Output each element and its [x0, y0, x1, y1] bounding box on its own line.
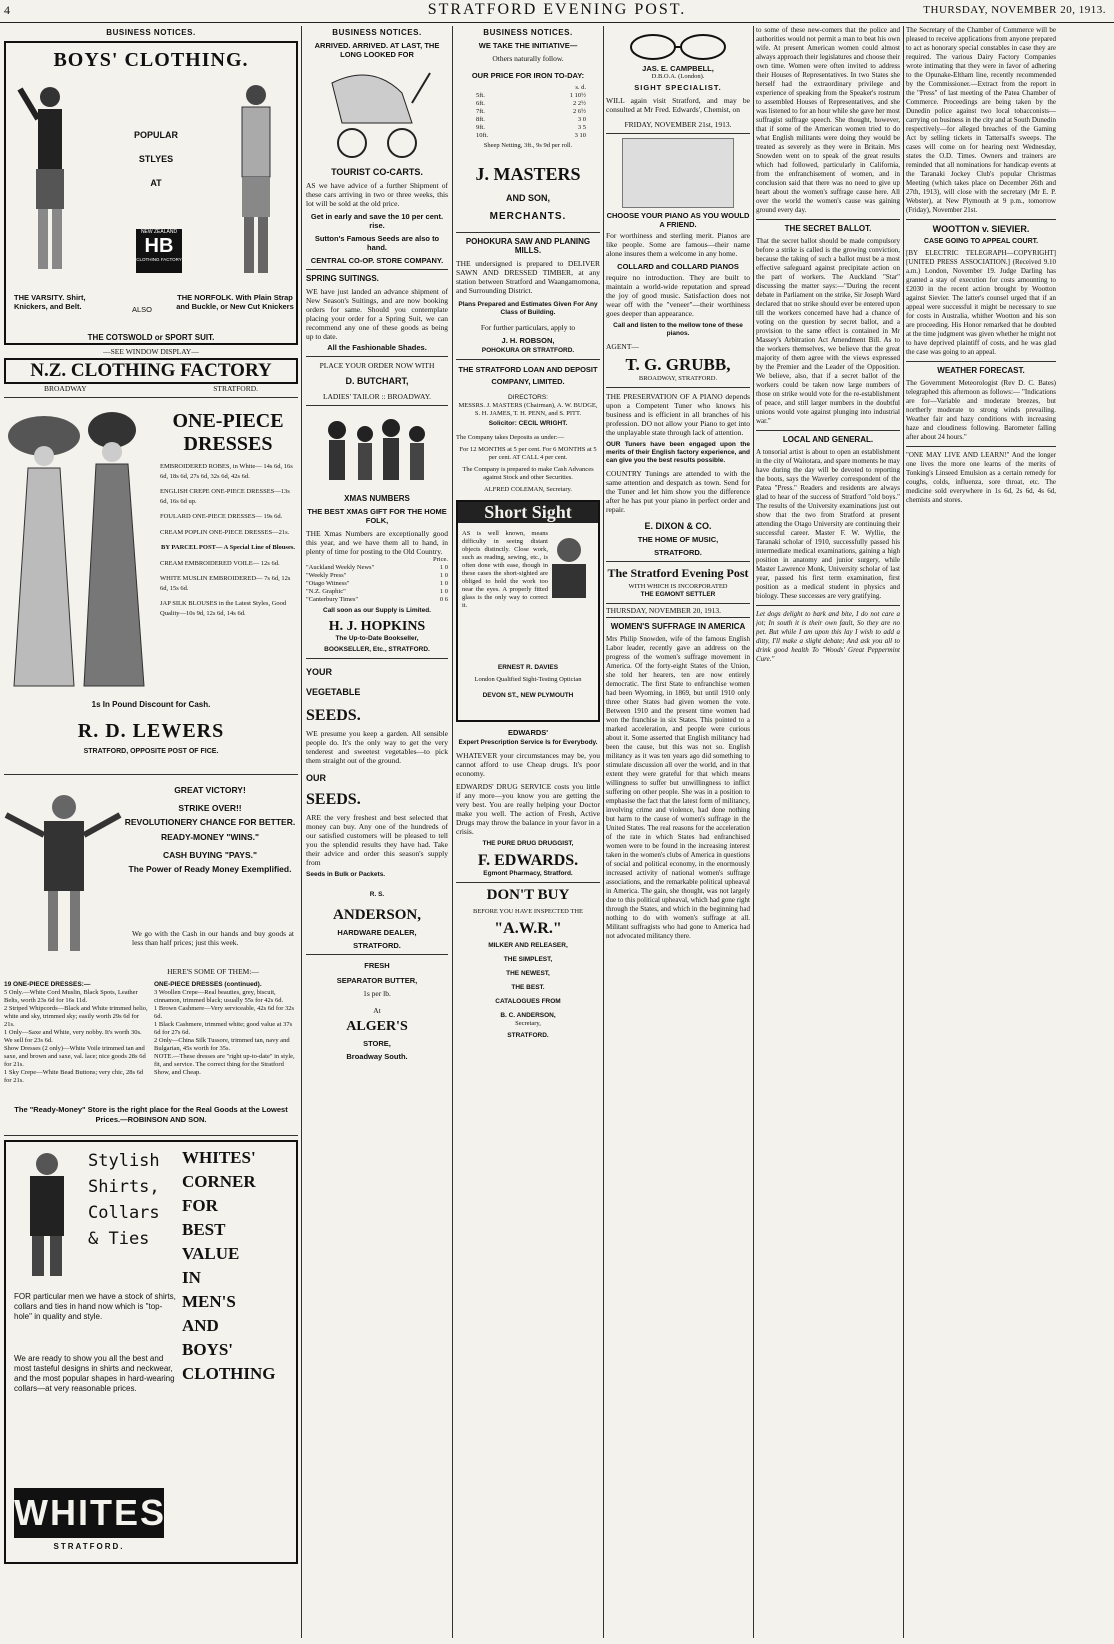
newest-text: THE NEWEST, [506, 970, 550, 977]
pohokura-heading: POHOKURA SAW AND PLANING MILLS. [465, 237, 591, 255]
iron-price: 3 0 [577, 116, 586, 123]
dress-item: FOULARD ONE-PIECE DRESSES— 19s 6d. [160, 513, 283, 520]
divider [306, 356, 448, 357]
spring-shades: All the Fashionable Shades. [327, 343, 427, 352]
window-display: —SEE WINDOW DISPLAY— [103, 347, 199, 356]
column-rule [903, 26, 904, 1638]
edwards-drug-text: EDWARDS' DRUG SERVICE costs you little if any more—you know you are getting the very best. You are really helping your Doctor make you well. The action of Fresh, Active Drugs may throw the balance in your favor in a crisis. [456, 782, 600, 836]
separator-text: SEPARATOR BUTTER, [336, 976, 418, 985]
solicitor-text: Solicitor: CECIL WRIGHT. [488, 420, 568, 427]
divider [4, 397, 298, 398]
divider [606, 387, 750, 388]
discount-text: 1s In Pound Discount for Cash. [91, 700, 211, 709]
norfolk-text: THE NORFOLK. With Plain Strap and Buckle, or New Cut Knickers [176, 293, 294, 311]
issue-date: THURSDAY, NOVEMBER 20, 1913. [606, 603, 750, 618]
at-text: At [373, 1006, 381, 1015]
place-order: PLACE YOUR ORDER NOW WITH [319, 361, 435, 370]
lewers-address: STRATFORD, OPPOSITE POST OF FICE. [83, 748, 219, 755]
victory-right-list [154, 981, 298, 1077]
agent-label: AGENT— [606, 342, 639, 351]
collard-text: require no introduction. They are built to maintain a world-wide reputation and spread the joy of good music. Satisfaction does not wear off with the "veneer"—their worthiness goes deeper than appearance. [606, 273, 750, 318]
price-title: "Otago Witness" [306, 580, 350, 587]
price-list [306, 564, 448, 604]
home-of-music: THE HOME OF MUSIC, [637, 535, 719, 544]
robson-name: J. H. ROBSON, [501, 336, 555, 345]
victory-left-list [4, 981, 148, 1085]
divider [306, 954, 448, 955]
spring-heading: SPRING SUITINGS. [306, 274, 379, 283]
headline: REVOLUTIONERY CHANCE FOR BETTER. [124, 817, 296, 827]
vegetable-text: VEGETABLE [306, 687, 361, 697]
algers-name: ALGER'S [346, 1019, 408, 1034]
corner-line: WHITES' [182, 1148, 256, 1167]
factory-name: N.Z. CLOTHING FACTORY [4, 358, 298, 384]
whites-ad [4, 1140, 298, 1564]
best-text: THE BEST. [511, 984, 545, 991]
price-value: 1 0 [439, 564, 448, 571]
tagline-line: AT [150, 178, 162, 188]
divider [456, 882, 600, 883]
short-sight-title: Short Sight [458, 502, 598, 523]
ballot-article: That the secret ballot should be made compulsory before a strike is called is the growing conviction, because the taking of such a ballot must be a most effective safeguard against precipitate action on the part of workers. The Auckland "Star" discussing the matter says:—"During the recent debate in Parliament on the strike, Sir Joseph Ward declared that no strike should ever be entered upon till the workers concerned have had a chance of voting on the question by secret ballot, and a provision to the same effect is contained in Mr Massey's Arbitration Act Amendment Bill. As to the workers themselves, we believe that the great majority of them agree with the views expressed by the Premier and the Leader of the Opposition. We believe, also, that if a secret ballot of the workers could be taken now large numbers of those on strike would vote for the re-establishment of peace, and still larger numbers in the doubtful unions would vote against plunging into industrial war." [756, 237, 900, 425]
poem-text: Let dogs delight to bark and bite, I do not care a jot; In south it is their own fault, So they are no pet. But while I am upon this lay I wish to add a ditty, I'll make a slight debate; And ask you all to drink good health To "Woods' Great Peppermint Cure." [756, 610, 900, 663]
piano-illustration [622, 138, 734, 208]
dress-item: EMBROIDERED ROBES, in White— 14s 6d, 16s 6d, 18s 6d, 27s 6d, 32s 6d, 42s 6d. [160, 463, 293, 480]
also-text: ALSO [132, 305, 153, 314]
divider [306, 269, 448, 270]
list-item: 1 Sky Crepe—White Bead Buttons; very chic, 28s 6d for 21s. [4, 1069, 144, 1084]
iron-row [476, 132, 586, 140]
butchart-name: D. BUTCHART, [345, 376, 409, 386]
section-header: BUSINESS NOTICES. [483, 28, 573, 37]
list-item: NOTE.—These dresses are "right up-to-date" in style, fit, and service. The correct thing for the Stratford Show, and Cheap. [154, 1053, 295, 1076]
divider [306, 405, 448, 406]
list-item: 3 Woollen Crepe—Real beauties, grey, biscuit, cinnamon, trimmed black; usually 55s for 42s 6d. [154, 989, 284, 1004]
list-item: 2 Only—China Silk Tussore, trimmed tan, navy and Bulgarian, 45s worth for 35s. [154, 1037, 290, 1052]
masters-son: AND SON, [505, 193, 550, 203]
seeds-heading: SEEDS. [306, 707, 361, 724]
seeds-bulk: Seeds in Bulk or Packets. [306, 871, 386, 878]
algers-store: STORE, [363, 1039, 391, 1048]
masters-merchants: MERCHANTS. [489, 211, 567, 222]
iron-size: 9ft. [476, 124, 485, 131]
iron-row [476, 92, 586, 100]
victory-some: HERE'S SOME OF THEM:— [167, 967, 259, 976]
price-heading: Price. [433, 556, 448, 563]
list-item: Show Dresses (2 only)—White Voile trimmed tan and saxe, and brown and saxe, val. lace; nice goods 28s 6d for 21s. [4, 1045, 146, 1068]
local-notes: The Secretary of the Chamber of Commerce will be pleased to receive applications from anyone prepared to act as honorary special constables in case they are required. The various Dairy Factory Companies wrote intimating that they were in favor of adhering to the Opunake-Eltham line, recently recommended by the Commissioner.—Extract from the report in the "Press" of last meeting of the Patea Chamber of Commerce. Proceedings are being taken by the Dunedin police against two local tobacconists—carrying on business in the city and at South Dunedin respectively—for alleged breaches of the Gaming Act by selling tickets in Tattersall's sweeps. The cases will come on for hearing next Wednesday, states the O.D. Times. Owners and trainers are reminded that all nominations for handicap events at the Taranaki Jockey Club's popular Christmas Meeting (which takes place on December 26th and 27th, 1913), will close with the secretary (Mr E. P. Webster), at New Plymouth at 9 p.m., tomorrow (Friday), November 21st. [906, 26, 1056, 214]
dresses-ad [4, 402, 298, 770]
list-heading: ONE-PIECE DRESSES (continued). [154, 981, 262, 988]
initiative-heading: WE TAKE THE INITIATIVE— [478, 41, 578, 50]
davies-address: DEVON ST., NEW PLYMOUTH [482, 692, 574, 699]
divider [756, 219, 900, 220]
butchart-tailor: LADIES' TAILOR :: BROADWAY. [322, 392, 432, 401]
masthead-date: THURSDAY, NOVEMBER 20, 1913. [923, 4, 1106, 16]
logo-text: HB [144, 235, 174, 257]
spectacles-icon [623, 32, 733, 62]
price-row [306, 588, 448, 596]
iron-unit: s. d. [575, 84, 586, 91]
our-text: OUR [306, 773, 326, 783]
plans-text: Plans Prepared and Estimates Given For Any Class of Building. [458, 301, 598, 316]
wootton-heading: WOOTTON v. SIEVIER. [932, 224, 1030, 234]
algers-address: Broadway South. [346, 1052, 408, 1061]
corner-line: IN [182, 1268, 201, 1287]
netting-text: Sheep Netting, 3ft., 9s 9d per roll. [483, 142, 573, 149]
suffrage-continued: to some of these new-comers that the police and authorities would not permit a man to beat his own wife. At present American women could almost always approach their legislatures and choose their own time. Women were often invited to address their Houses of Representatives. In two States she herself had the extraordinary privilege and experience of speaking from the Speaker's rostrum to assembled Houses of Representatives, and she was listened to for an hour while she gave her most suffragist suffrage speech. She thought, however, that if some of the American women tried to do what English militants were doing they would be treated as severely as they were in Britain. Mrs Snowden went on to speak of the great results which had followed, particularly in California, from the enfranchisement of women, and in conclusion said that there was no need to give up heart about the women's suffrage cause here. All over the world the women's cause was gaining ground every day. [756, 26, 900, 214]
masthead [0, 0, 1114, 23]
factory-address [4, 384, 298, 393]
catalogues-text: CATALOGUES FROM [495, 998, 561, 1005]
boy-illustration-left [16, 79, 84, 279]
victory-intro: We go with the Cash in our hands and buy goods at less than half prices; just this week. [132, 929, 294, 947]
dress-item: CREAM POPLIN ONE-PIECE DRESSES—21s. [160, 528, 290, 536]
logo-text: NEW ZEALAND [140, 229, 178, 235]
ad-title: BOYS' CLOTHING. [53, 49, 249, 71]
iron-size: 7ft. [476, 108, 485, 115]
headline: CASH BUYING "PAYS." [162, 850, 258, 860]
varsity-text: THE VARSITY. Shirt, Knickers, and Belt. [14, 293, 86, 311]
corner-line: CLOTHING [182, 1364, 276, 1383]
tourist-text: AS we have advice of a further Shipment of these cars arriving in two or three weeks, this lot will be sold at the old price. [306, 181, 448, 208]
xmas-text: THE Xmas Numbers are exceptionally good this year, and we have them all to hand, in plenty of time for posting to the Old Country. [306, 529, 448, 556]
hopkins-sub: The Up-to-Date Bookseller, [335, 635, 419, 642]
call-soon: Call soon as our Supply is Limited. [323, 607, 431, 614]
whites-corner [182, 1146, 292, 1386]
seeds2-text: ARE the very freshest and best selected that money can buy. Any one of the hundreds of our satisfied customers will be pleased to tell you the splendid results they have had. Take their advice and order this season's supply from [306, 813, 448, 867]
paper-title: The Stratford Evening Post [607, 566, 749, 580]
your-text: YOUR [306, 667, 333, 677]
b-anderson-role: Secretary, [515, 1020, 541, 1027]
price-title: "N.Z. Graphic" [306, 588, 346, 595]
short-sight-text: AS is well known, means difficulty in seeing distant objects distinctly. Close work, such as reading, sewing, etc., is often done with ease, though in these cases the short-sighted are obliged to hold the work too near the eyes. A properly fitted glass is the only way to correct it. [462, 530, 548, 609]
dresses-title: ONE-PIECE [172, 410, 284, 432]
divider [756, 605, 900, 606]
column-rule [452, 26, 453, 1638]
column-2 [306, 26, 448, 1638]
list-heading: 19 ONE-PIECE DRESSES:— [4, 981, 91, 988]
column-rule [753, 26, 754, 1638]
hb-logo [136, 229, 182, 273]
initiative-sub: Others naturally follow. [492, 54, 564, 63]
grubb-address: BROADWAY, STRATFORD. [638, 375, 718, 382]
campbell-degree: D.B.O.A. (London). [651, 73, 705, 80]
pohokura-text: THE undersigned is prepared to DELIVER SAWN AND DRESSED TIMBER, at any station between Stratford and Waangamomona, and Surrounding District. [456, 259, 600, 295]
section-header: BUSINESS NOTICES. [332, 28, 422, 37]
local-heading: LOCAL AND GENERAL. [782, 435, 874, 444]
dont-buy: DON'T BUY [486, 887, 570, 903]
victory-ad [4, 779, 298, 1131]
directors-text: MESSRS. J. MASTERS (Chairman), A. W. BUDGE, S. H. JAMES, T. H. PENN, and S. PITT. [458, 402, 598, 417]
list-item: 5 Only.—White Cord Muslin, Black Spots, Leather Belts, worth 23s 6d for 16s 11d. [4, 989, 138, 1004]
dress-item: BY PARCEL POST— A Special Line of Blouses. [161, 544, 295, 551]
victory-headlines [124, 781, 296, 875]
divider [456, 359, 600, 360]
iron-row [476, 100, 586, 108]
column-6 [906, 26, 1056, 1638]
whites-logo: WHITES [14, 1488, 164, 1538]
masters-name: J. MASTERS [475, 164, 581, 184]
iron-size: 8ft. [476, 116, 485, 123]
dixon-town: STRATFORD. [654, 548, 702, 557]
tagline-line: STLYES [138, 154, 174, 164]
address-part: STRATFORD. [213, 384, 258, 393]
central-coop: CENTRAL CO-OP. STORE COMPANY. [310, 256, 444, 265]
list-item: 2 Striped Whipcords—Black and White trimmed helio, white and sky, trimmed sky; easily worth 29s 6d for 21s. [4, 1005, 148, 1028]
iron-size: 5ft. [476, 92, 485, 99]
ladies-illustration [4, 406, 154, 696]
advances-text: The Company is prepared to make Cash Advances against Stock and other Securities. [462, 466, 594, 481]
corner-line: BOYS' [182, 1340, 234, 1359]
iron-price: 3 10 [574, 132, 586, 139]
column-3 [456, 26, 600, 1638]
edwards-sub: Expert Prescription Service Is for Everybody. [458, 739, 598, 746]
weather-heading: WEATHER FORECAST. [937, 366, 1025, 375]
dresses-text [160, 410, 296, 618]
divider [906, 446, 1056, 447]
price-row [306, 572, 448, 580]
campbell-name: JAS. E. CAMPBELL, [642, 64, 714, 73]
anderson-trade: HARDWARE DEALER, [337, 928, 417, 937]
seeds2-heading: SEEDS. [306, 791, 361, 808]
tourist-heading: TOURIST CO-CARTS. [331, 167, 423, 177]
whites-para2: We are ready to show you all the best and most tasteful designs in shirts and neckwear, and the most popular shapes in hard-wearing collars—at very reasonable prices. [14, 1354, 175, 1393]
iron-price: 3 5 [577, 124, 586, 131]
tonking-ad: "ONE MAY LIVE AND LEARN!" And the longer one lives the more one learns of the merits of Tonking's Linseed Emulsion as a certain remedy for coughs, colds, influenza, sore throat, etc. The medicine sold everywhere in 1s 6d, 2s 6d, 4s 6d, chemists and stores. [906, 451, 1056, 504]
headline: GREAT VICTORY! [174, 785, 246, 795]
b-anderson-name: B. C. ANDERSON, [500, 1012, 556, 1019]
address-part: BROADWAY [44, 384, 87, 393]
list-item: 1 Only—Saxe and White, very nobby. It's worth 30s. We sell for 23s 6d. [4, 1029, 142, 1044]
iron-row [476, 124, 586, 132]
price-value: 1 0 [439, 572, 448, 579]
price-value: 1 0 [439, 588, 448, 595]
milker-text: MILKER AND RELEASER, [488, 942, 568, 949]
iron-price: 1 10½ [569, 92, 586, 99]
per-lb: 1s per lb. [363, 989, 391, 998]
dress-item: ENGLISH CREPE ONE-PIECE DRESSES—13s 6d, 16s 6d up. [160, 488, 290, 505]
preservation-text: THE PRESERVATION OF A PIANO depends upon a Competent Tuner who knows his business and is efficient in all branches of his profession. DO not allow your Piano to get into the unplayable state through lack of attention. [606, 392, 750, 437]
davies-sub: London Qualified Sight-Testing Optician [474, 676, 582, 683]
divider [456, 232, 600, 233]
anderson-initials: R. S. [369, 891, 385, 898]
loan-heading: THE STRATFORD LOAN AND DEPOSIT COMPANY, LIMITED. [458, 365, 598, 386]
headline: READY-MONEY "WINS." [160, 832, 260, 842]
anderson-name: ANDERSON, [333, 907, 421, 923]
price-value: 0 6 [439, 596, 448, 603]
logo-text: CLOTHING FACTORY [136, 257, 182, 262]
divider [906, 219, 1056, 220]
corner-line: VALUE [182, 1244, 240, 1263]
davies-name: ERNEST R. DAVIES [497, 664, 559, 671]
list-item: 1 Black Cashmere, trimmed white; good value at 37s 6d for 27s 6d. [154, 1021, 293, 1036]
campbell-date: FRIDAY, NOVEMBER 21st, 1913. [624, 120, 732, 129]
corner-line: AND [182, 1316, 219, 1335]
newspaper-title: STRATFORD EVENING POST. [427, 1, 687, 18]
column-4 [606, 26, 750, 1638]
column-1 [4, 26, 298, 1638]
incorporated-text: WITH WHICH IS INCORPORATED [628, 583, 728, 590]
iron-row [476, 116, 586, 124]
stylish-title: Stylish Shirts, Collars & Ties [88, 1151, 160, 1249]
grubb-name: T. G. GRUBB, [625, 355, 731, 374]
spring-text: WE have just landed an advance shipment of New Season's Suitings, and are now booking orders for same. Should you contemplate placing your order for a Spring Suit, we can recommend any one of these goods as being up to date. [306, 287, 448, 341]
price-title: "Weekly Press" [306, 572, 347, 579]
get-early: Get in early and save the 10 per cent. rise. [310, 212, 444, 230]
before-text: BEFORE YOU HAVE INSPECTED THE [472, 908, 584, 915]
sight-specialist: SIGHT SPECIALIST. [634, 83, 722, 92]
herald-illustration [4, 785, 122, 960]
suffrage-article: Mrs Philip Snowden, wife of the famous English Labor leader, recently gave an address on the progress of the women's suffrage movement in America. Of the forty-eight States of the Union, she told her hearers, ten are now entirely democratic. The first State to enfranchise women had been Wyoming, in 1869, but until 1910 only three other States had given women the vote. Between 1910 and the present time women had won the franchise in six States. This pointed to a marked acceleration, and people were curious about it. Some asserted that English militancy had been the cause, but this was not so. English militancy as it was ten years ago did something to stimulate discussion all over the world, and in that extent they were grateful for that which means willingness to suffer but unwillingness to inflict suffering on other people. She was in a position to emphasise the fact that the latest form of militancy, involving crime and violence, had done nothing but harm to the cause of women's suffrage in the United States. The real reasons for the acceleration of the rate in which States had enfranchised women were to be found in the increasing interest taken in the women's clubs of America in questions of social and political economy, in the enormously increased activity of national women's suffrage associations, and the remarkable political upheaval in America. The gain, she thought, was not largely due to this political upheaval, which had gone right through the States, and which in the beginning had nothing to do with women's suffrage at all. Militant suffragists who had gone to America had not advocated militancy there. [606, 635, 750, 940]
country-text: COUNTRY Tunings are attended to with the same attention and despatch as town. Send for the Tuner and let him show you the difference after he has put your piano in perfect order and repair. [606, 469, 750, 514]
dress-item: JAP SILK BLOUSES in the Latest Styles, Good Quality—10s 9d, 12s 6d, 14s 6d. [160, 600, 287, 617]
piano-heading: CHOOSE YOUR PIANO AS YOU WOULD A FRIEND. [606, 211, 750, 229]
simplest-text: THE SIMPLEST, [503, 956, 553, 963]
corner-line: FOR [182, 1196, 218, 1215]
divider [906, 361, 1056, 362]
whites-logo-sub: STRATFORD. [53, 1542, 125, 1551]
iron-row [476, 108, 586, 116]
divider [606, 561, 750, 562]
anderson-town: STRATFORD. [353, 941, 401, 950]
deposits-text: The Company takes Deposits as under:— [456, 434, 565, 441]
further-text: For further particulars, apply to [480, 323, 576, 332]
arrived-text: ARRIVED. ARRIVED. AT LAST, THE LONG LOOKED FOR [314, 41, 440, 59]
divider [4, 1135, 298, 1136]
tuners-text: OUR Tuners have been engaged upon the merits of their English factory experience, and can give you the best results possible. [606, 441, 750, 464]
boy-illustration-right [222, 79, 290, 279]
rates-text: For 12 MONTHS at 5 per cent. For 6 MONTHS at 5 per cent. AT CALL 4 per cent. [459, 446, 597, 461]
pram-illustration [322, 63, 432, 163]
corner-line: BEST [182, 1220, 226, 1239]
seeds-text: WE presume you keep a garden. All sensible people do. It's the only way to get the very tenderest and sweetest vegetables—to pick them straight out of the ground. [306, 729, 448, 765]
weather-article: The Government Meteorologist (Rev D. C. Bates) telegraphed this afternoon as follows:— "Indications are for—Variable and moderate breezes, but northerly moderate to strong winds prevailing. Weather fair and hazy conditions with increasing haze and cloudiness following. Barometer falling after about 24 hours." [906, 379, 1056, 441]
case-article: [BY ELECTRIC TELEGRAPH—COPYRIGHT] [UNITED PRESS ASSOCIATION.] (Received 9.10 a.m.) London, November 19. Judge Darling has granted a stay of execution for costs amounting to £2030 in the recent action brought by Wootton against Sievier. The latter's counsel urged that if an appeal were successful it might be necessary to sue for costs in Australia, whither Wootton and his son are proceeding. His Honor remarked that he doubted at the time judgment was given whether he might not to have deprived plaintiff of costs, and he was glad the case was going to an appeal. [906, 249, 1056, 356]
divider [606, 133, 750, 134]
cotswold-text: THE COTSWOLD or SPORT SUIT. [87, 333, 215, 342]
pure-drug: THE PURE DRUG DRUGGIST, [482, 840, 574, 847]
piano-text: For worthiness and sterling merit. Pianos are like people. Some are famous—their name alone insures them a welcome in any home. [606, 231, 750, 258]
price-row [306, 564, 448, 572]
ad-tagline [106, 123, 206, 195]
egmont-pharmacy: Egmont Pharmacy, Stratford. [483, 870, 573, 877]
robson-address: POHOKURA OR STRATFORD. [481, 347, 575, 354]
column-5 [756, 26, 900, 1638]
lewers-name: R. D. LEWERS [77, 720, 225, 742]
victory-footer: The "Ready-Money" Store is the right place for the Real Goods at the Lowest Prices.—ROBINSON AND SON. [14, 1105, 288, 1124]
divider [306, 658, 448, 659]
corner-line: CORNER [182, 1172, 256, 1191]
coleman-text: ALFRED COLEMAN, Secretary. [483, 486, 573, 493]
page-number: 4 [4, 3, 10, 17]
directors-heading: DIRECTORS: [508, 394, 548, 401]
price-title: "Auckland Weekly News" [306, 564, 375, 571]
iron-price: 2 2½ [573, 100, 586, 107]
suffrage-heading: WOMEN'S SUFFRAGE IN AMERICA [610, 622, 746, 631]
xmas-gift: THE BEST XMAS GIFT FOR THE HOME FOLK, [307, 507, 447, 525]
whites-para1: FOR particular men we have a stock of shirts, collars and ties in hand now which is "top-hole" in quality and style. [14, 1292, 176, 1321]
awr-name: "A.W.R." [494, 920, 562, 937]
hopkins-name: H. J. HOPKINS [328, 619, 426, 634]
section-header: BUSINESS NOTICES. [106, 28, 196, 37]
case-heading: CASE GOING TO APPEAL COURT. [923, 238, 1039, 245]
dress-item: CREAM EMBROIDERED VOILE— 12s 6d. [160, 559, 280, 567]
dixon-name: E. DIXON & CO. [644, 521, 712, 531]
xmas-heading: XMAS NUMBERS [344, 494, 410, 503]
gentleman-illustration [12, 1148, 82, 1278]
man-portrait-illustration [544, 530, 594, 600]
iron-heading: OUR PRICE FOR IRON TO-DAY: [471, 71, 585, 80]
collard-heading: COLLARD and COLLARD PIANOS [617, 262, 739, 271]
iron-size: 6ft. [476, 100, 485, 107]
short-sight-ad [456, 500, 600, 722]
dress-item: WHITE MUSLIN EMBROIDERED— 7s 6d, 12s 6d, 15s 6d. [160, 575, 291, 592]
edwards-text: WHATEVER your circumstances may be, you cannot afford to use Cheap drugs. It's poor economy. [456, 751, 600, 778]
ballot-heading: THE SECRET BALLOT. [784, 224, 872, 233]
headline: The Power of Ready Money Exemplified. [128, 864, 292, 874]
corner-line: MEN'S [182, 1292, 236, 1311]
f-edwards-name: F. EDWARDS. [477, 852, 579, 869]
tagline-line: POPULAR [133, 130, 178, 140]
fresh-text: FRESH [364, 961, 390, 970]
column-rule [301, 26, 302, 1638]
column-rule [603, 26, 604, 1638]
iron-price: 2 6½ [573, 108, 586, 115]
hopkins-address: BOOKSELLER, Etc., STRATFORD. [324, 646, 430, 653]
iron-price-list [456, 92, 600, 140]
dresses-title: DRESSES [183, 433, 273, 455]
price-value: 1 0 [439, 580, 448, 587]
xmas-children-illustration [317, 410, 437, 490]
edwards-heading: EDWARDS' [507, 728, 549, 737]
call-listen: Call and listen to the mellow tone of these pianos. [613, 322, 743, 337]
divider [4, 774, 298, 775]
iron-size: 10ft. [476, 132, 489, 139]
b-anderson-town: STRATFORD. [507, 1032, 549, 1039]
price-title: "Canterbury Times" [306, 596, 359, 603]
headline: STRIKE OVER!! [178, 803, 242, 813]
boys-clothing-ad [4, 41, 298, 345]
suttons-text: Sutton's Famous Seeds are also to hand. [314, 234, 440, 252]
campbell-text: WILL again visit Stratford, and may be consulted at Mr Fred. Edwards', Chemist, on [606, 96, 750, 114]
price-row [306, 580, 448, 588]
divider [756, 430, 900, 431]
price-row [306, 596, 448, 604]
local-article: A tonsorial artist is about to open an establishment in the city of Waitotara, and spare moments he may have during the day will be devoted to reporting the boots, says the Waverley correspondent of the Patea "Press." Readers and residents are always glad to hear of the success of Stratford "old boys." The results of the University examinations just out show that the two from Stratford at present attending the Otago University are continuing their successful career. Master F. W. Wyllie, the Taranaki scholar of 1910, successfully passed his intermediate medical examinations, gaining a high position in anatomy and junior surgery, while Master Lawrence Monk, University scholar of last year, passed his first term examination, first position as a medical student in physics and biology. These successes are very gratifying. [756, 448, 900, 600]
list-item: 1 Brown Cashmere—Very serviceable, 42s 6d for 32s 6d. [154, 1005, 295, 1020]
settler-text: THE EGMONT SETTLER [640, 591, 716, 598]
